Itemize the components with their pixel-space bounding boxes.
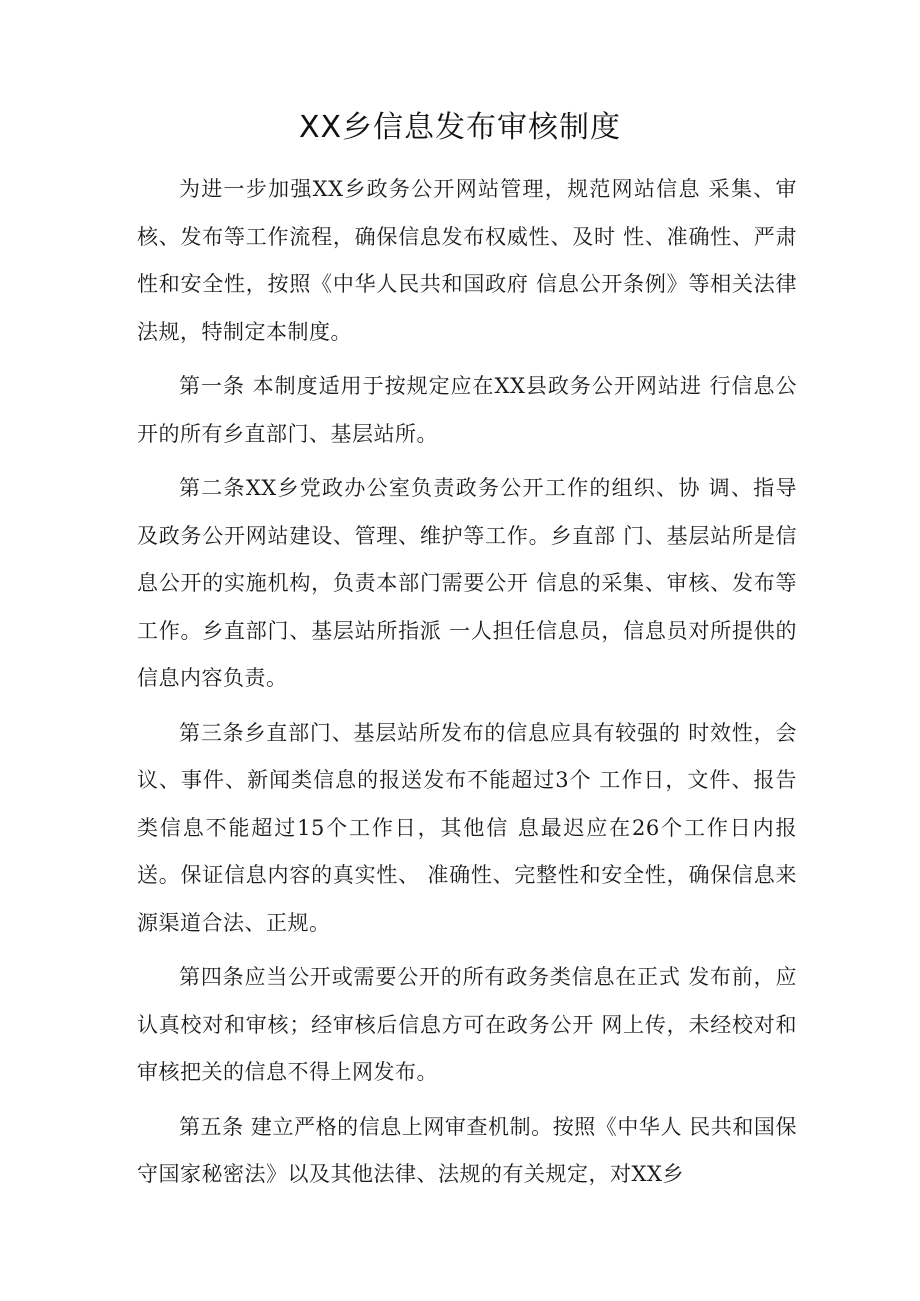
document-body xyxy=(137,166,797,1206)
paragraph-article-4: 第四条应当公开或需要公开的所有政务类信息在正式 发布前，应认真校对和审核；经审核后信息方可在政务公开 网上传，未经校对和审核把关的信息不得上网发布。 xyxy=(137,965,797,1084)
document-title: XX乡信息发布审核制度 xyxy=(298,110,622,145)
paragraph-article-1: 第一条 本制度适用于按规定应在XX县政务公开网站进 行信息公开的所有乡直部门、基层站所。 xyxy=(137,374,797,446)
paragraph-intro: 为进一步加强XX乡政务公开网站管理，规范网站信息 采集、审核、发布等工作流程，确保信息发布权威性、及时 性、准确性、严肃性和安全性，按照《中华人民共和国政府 信息公开条例》等相关法律法规，特制定本制度。 xyxy=(137,177,797,344)
paragraph-article-5: 第五条 建立严格的信息上网审查机制。按照《中华人 民共和国保守国家秘密法》以及其他法律、法规的有关规定，对XX乡 xyxy=(137,1114,797,1186)
paragraph-article-3: 第三条乡直部门、基层站所发布的信息应具有较强的 时效性，会议、事件、新闻类信息的报送发布不能超过3个 工作日，文件、报告类信息不能超过15个工作日，其他信 息最迟应在26个工作日内报送。保证信息内容的真实性、 准确性、完整性和安全性，确保信息来源渠道合法、正规。 xyxy=(137,720,797,935)
paragraph-article-2: 第二条XX乡党政办公室负责政务公开工作的组织、协 调、指导及政务公开网站建设、管理、维护等工作。乡直部 门、基层站所是信息公开的实施机构，负责本部门需要公开 信息的采集、审核、发布等工作。乡直部门、基层站所指派 一人担任信息员，信息员对所提供的信息内容负责。 xyxy=(137,476,797,690)
